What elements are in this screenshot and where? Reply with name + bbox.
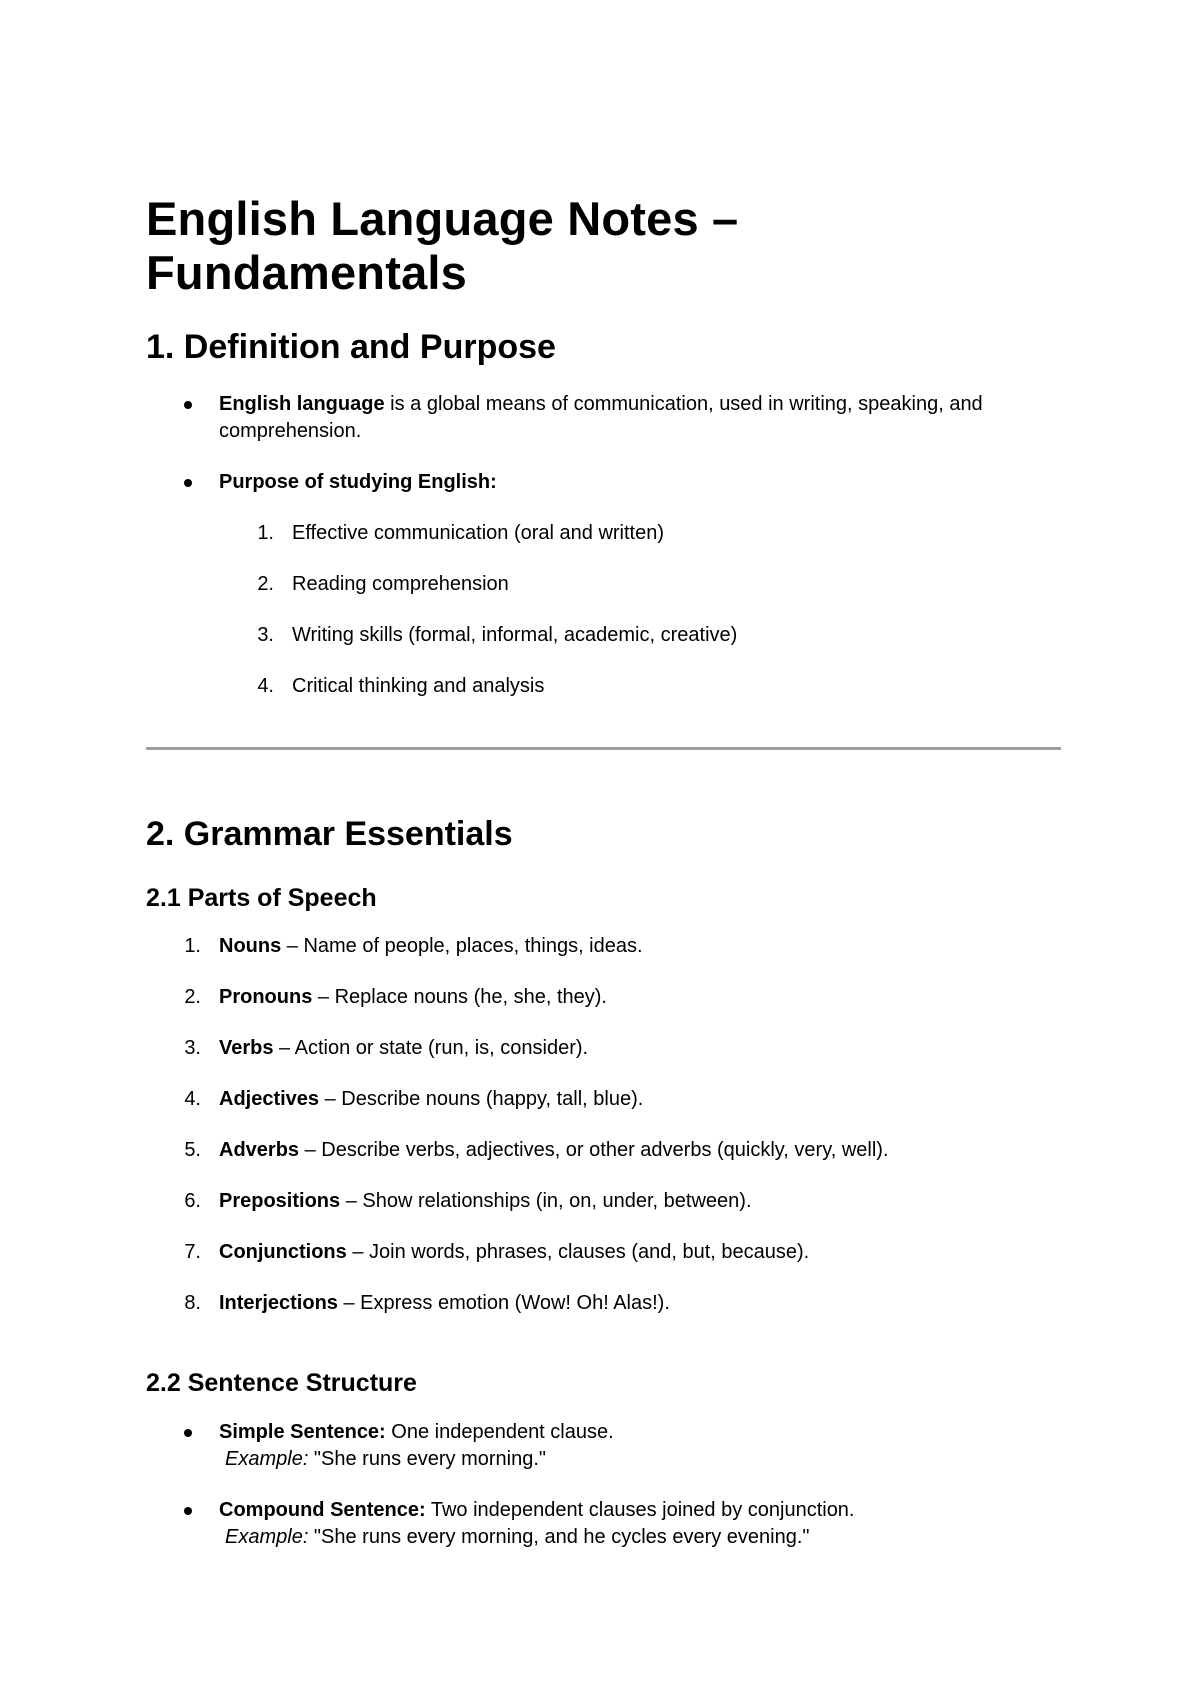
term: Adverbs xyxy=(219,1138,300,1161)
term-english-language: English language xyxy=(219,392,385,415)
list-number: 1. xyxy=(257,521,274,544)
list-number: 1. xyxy=(184,934,201,957)
list-item-text: – Action or state (run, is, consider). xyxy=(273,1036,589,1059)
list-item-text: Effective communication (oral and written) xyxy=(292,521,665,544)
example-label: Example: xyxy=(225,1525,309,1548)
list-item-text: – Show relationships (in, on, under, between). xyxy=(340,1189,752,1212)
list-number: 5. xyxy=(184,1138,201,1161)
bullet-icon xyxy=(184,1429,192,1437)
term: Pronouns xyxy=(219,985,313,1008)
bullet-icon xyxy=(184,401,192,409)
bullet-item-simple-sentence xyxy=(146,1419,1061,1473)
bullet-item-english-language xyxy=(146,391,1061,445)
term: Verbs xyxy=(219,1036,274,1059)
example-line xyxy=(219,1524,1061,1551)
section-heading-definition: 1. Definition and Purpose xyxy=(146,328,556,367)
example-text: "She runs every morning." xyxy=(308,1447,547,1470)
list-item-text: Reading comprehension xyxy=(292,572,509,595)
list-item xyxy=(146,622,1061,649)
parts-of-speech-list xyxy=(146,933,1061,1317)
list-number: 3. xyxy=(257,623,274,646)
list-item-text: – Express emotion (Wow! Oh! Alas!). xyxy=(337,1291,670,1314)
document-title: English Language Notes – Fundamentals xyxy=(146,192,739,300)
list-item xyxy=(146,1086,1061,1113)
definition-text: Two independent clauses joined by conjunction. xyxy=(425,1498,855,1521)
section-heading-grammar: 2. Grammar Essentials xyxy=(146,814,513,853)
term: Conjunctions xyxy=(219,1240,347,1263)
list-item xyxy=(146,673,1061,700)
list-item xyxy=(146,933,1061,960)
list-item-text: Writing skills (formal, informal, academic, creative) xyxy=(292,623,738,646)
list-item xyxy=(146,520,1061,547)
document-content xyxy=(146,192,1061,1551)
list-number: 3. xyxy=(184,1036,201,1059)
term: Simple Sentence: xyxy=(219,1420,386,1443)
bullet-icon xyxy=(184,479,192,487)
list-item xyxy=(146,1188,1061,1215)
definition-text: One independent clause. xyxy=(385,1420,614,1443)
term: Interjections xyxy=(219,1291,338,1314)
list-number: 4. xyxy=(257,674,274,697)
bullet-item-compound-sentence xyxy=(146,1497,1061,1551)
list-item-text: – Replace nouns (he, she, they). xyxy=(312,985,607,1008)
list-item xyxy=(146,571,1061,598)
list-item xyxy=(146,1290,1061,1317)
list-item-text: – Describe nouns (happy, tall, blue). xyxy=(319,1087,644,1110)
bullet-item-purpose xyxy=(146,469,1061,496)
list-item xyxy=(146,1137,1061,1164)
term: Compound Sentence: xyxy=(219,1498,426,1521)
list-item xyxy=(146,1035,1061,1062)
list-item-text: – Name of people, places, things, ideas. xyxy=(281,934,643,957)
list-number: 2. xyxy=(257,572,274,595)
list-number: 4. xyxy=(184,1087,201,1110)
list-item xyxy=(146,984,1061,1011)
list-item-text: Critical thinking and analysis xyxy=(292,674,545,697)
term-purpose: Purpose of studying English: xyxy=(219,470,497,493)
list-number: 2. xyxy=(184,985,201,1008)
purpose-list xyxy=(146,520,1061,700)
example-label: Example: xyxy=(225,1447,309,1470)
list-number: 8. xyxy=(184,1291,201,1314)
subsection-heading-sentence-structure: 2.2 Sentence Structure xyxy=(146,1368,417,1397)
definition-text: is a global means of communication, used in writing, speaking, and comprehension. xyxy=(219,392,983,442)
bullet-icon xyxy=(184,1507,192,1515)
term: Prepositions xyxy=(219,1189,341,1212)
example-line xyxy=(219,1446,1061,1473)
list-item-text: – Join words, phrases, clauses (and, but, because). xyxy=(346,1240,810,1263)
definition-bullet-list xyxy=(146,391,1061,496)
example-text: "She runs every morning, and he cycles every evening." xyxy=(308,1525,810,1548)
list-number: 7. xyxy=(184,1240,201,1263)
section-divider xyxy=(146,747,1061,750)
term: Adjectives xyxy=(219,1087,320,1110)
subsection-heading-parts-of-speech: 2.1 Parts of Speech xyxy=(146,883,377,912)
list-item-text: – Describe verbs, adjectives, or other adverbs (quickly, very, well). xyxy=(299,1138,889,1161)
term: Nouns xyxy=(219,934,282,957)
list-number: 6. xyxy=(184,1189,201,1212)
list-item xyxy=(146,1239,1061,1266)
sentence-structure-list xyxy=(146,1419,1061,1551)
